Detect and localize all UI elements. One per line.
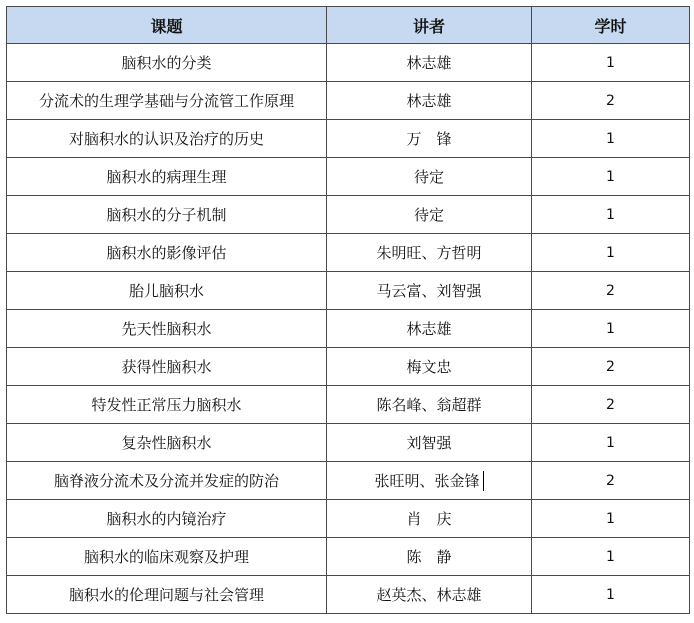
table-row [7, 82, 690, 120]
table-row [7, 158, 690, 196]
lecturer-cell[interactable]: 刘智强 [327, 424, 532, 462]
table-row [7, 44, 690, 82]
header-topic[interactable]: 课题 [7, 7, 327, 44]
topic-cell[interactable]: 脑积水的内镜治疗 [7, 500, 327, 538]
topic-cell[interactable]: 脑积水的病理生理 [7, 158, 327, 196]
table-row [7, 500, 690, 538]
lecturer-cell[interactable]: 林志雄 [327, 44, 532, 82]
hours-cell[interactable]: 2 [532, 82, 690, 120]
hours-cell[interactable]: 1 [532, 44, 690, 82]
topic-cell[interactable]: 胎儿脑积水 [7, 272, 327, 310]
lecturer-text: 张旺明、张金锋 [374, 471, 480, 490]
lecturer-cell[interactable]: 陈名峰、翁超群 [327, 386, 532, 424]
header-lecturer[interactable]: 讲者 [327, 7, 532, 44]
hours-cell[interactable]: 1 [532, 234, 690, 272]
table-row [7, 120, 690, 158]
lecturer-cell[interactable]: 待定 [327, 158, 532, 196]
hours-cell[interactable]: 1 [532, 196, 690, 234]
topic-cell[interactable]: 特发性正常压力脑积水 [7, 386, 327, 424]
hours-cell[interactable]: 1 [532, 120, 690, 158]
lecturer-cell[interactable]: 朱明旺、方哲明 [327, 234, 532, 272]
lecturer-cell[interactable]: 梅文忠 [327, 348, 532, 386]
topic-cell[interactable]: 脑积水的分类 [7, 44, 327, 82]
table-row [7, 196, 690, 234]
hours-cell[interactable]: 1 [532, 424, 690, 462]
hours-cell[interactable]: 1 [532, 500, 690, 538]
topic-cell[interactable]: 获得性脑积水 [7, 348, 327, 386]
table-row [7, 538, 690, 576]
lecturer-cell-editing[interactable] [327, 462, 532, 500]
lecturer-cell[interactable]: 陈 静 [327, 538, 532, 576]
header-hours[interactable]: 学时 [532, 7, 690, 44]
hours-cell[interactable]: 1 [532, 310, 690, 348]
lecturer-cell[interactable]: 林志雄 [327, 310, 532, 348]
lecturer-cell[interactable]: 待定 [327, 196, 532, 234]
topic-cell[interactable]: 脑积水的临床观察及护理 [7, 538, 327, 576]
hours-cell[interactable]: 2 [532, 272, 690, 310]
topic-cell[interactable]: 脑脊液分流术及分流并发症的防治 [7, 462, 327, 500]
table-row [7, 386, 690, 424]
table-row [7, 462, 690, 500]
topic-cell[interactable]: 脑积水的分子机制 [7, 196, 327, 234]
table-row [7, 310, 690, 348]
table-row [7, 576, 690, 614]
topic-cell[interactable]: 先天性脑积水 [7, 310, 327, 348]
course-schedule-table [6, 6, 690, 614]
spreadsheet-sheet [6, 6, 690, 614]
topic-cell[interactable]: 对脑积水的认识及治疗的历史 [7, 120, 327, 158]
table-row [7, 348, 690, 386]
lecturer-cell[interactable]: 肖 庆 [327, 500, 532, 538]
lecturer-cell[interactable]: 万 锋 [327, 120, 532, 158]
hours-cell[interactable]: 1 [532, 158, 690, 196]
header-row [7, 7, 690, 44]
hours-cell[interactable]: 2 [532, 386, 690, 424]
hours-cell[interactable]: 1 [532, 538, 690, 576]
lecturer-cell[interactable]: 林志雄 [327, 82, 532, 120]
hours-cell[interactable]: 2 [532, 348, 690, 386]
text-cursor [483, 471, 484, 491]
table-row [7, 272, 690, 310]
hours-cell[interactable]: 2 [532, 462, 690, 500]
lecturer-cell[interactable]: 马云富、刘智强 [327, 272, 532, 310]
topic-cell[interactable]: 脑积水的伦理问题与社会管理 [7, 576, 327, 614]
table-row [7, 234, 690, 272]
lecturer-cell[interactable]: 赵英杰、林志雄 [327, 576, 532, 614]
hours-cell[interactable]: 1 [532, 576, 690, 614]
topic-cell[interactable]: 复杂性脑积水 [7, 424, 327, 462]
topic-cell[interactable]: 分流术的生理学基础与分流管工作原理 [7, 82, 327, 120]
topic-cell[interactable]: 脑积水的影像评估 [7, 234, 327, 272]
table-row [7, 424, 690, 462]
